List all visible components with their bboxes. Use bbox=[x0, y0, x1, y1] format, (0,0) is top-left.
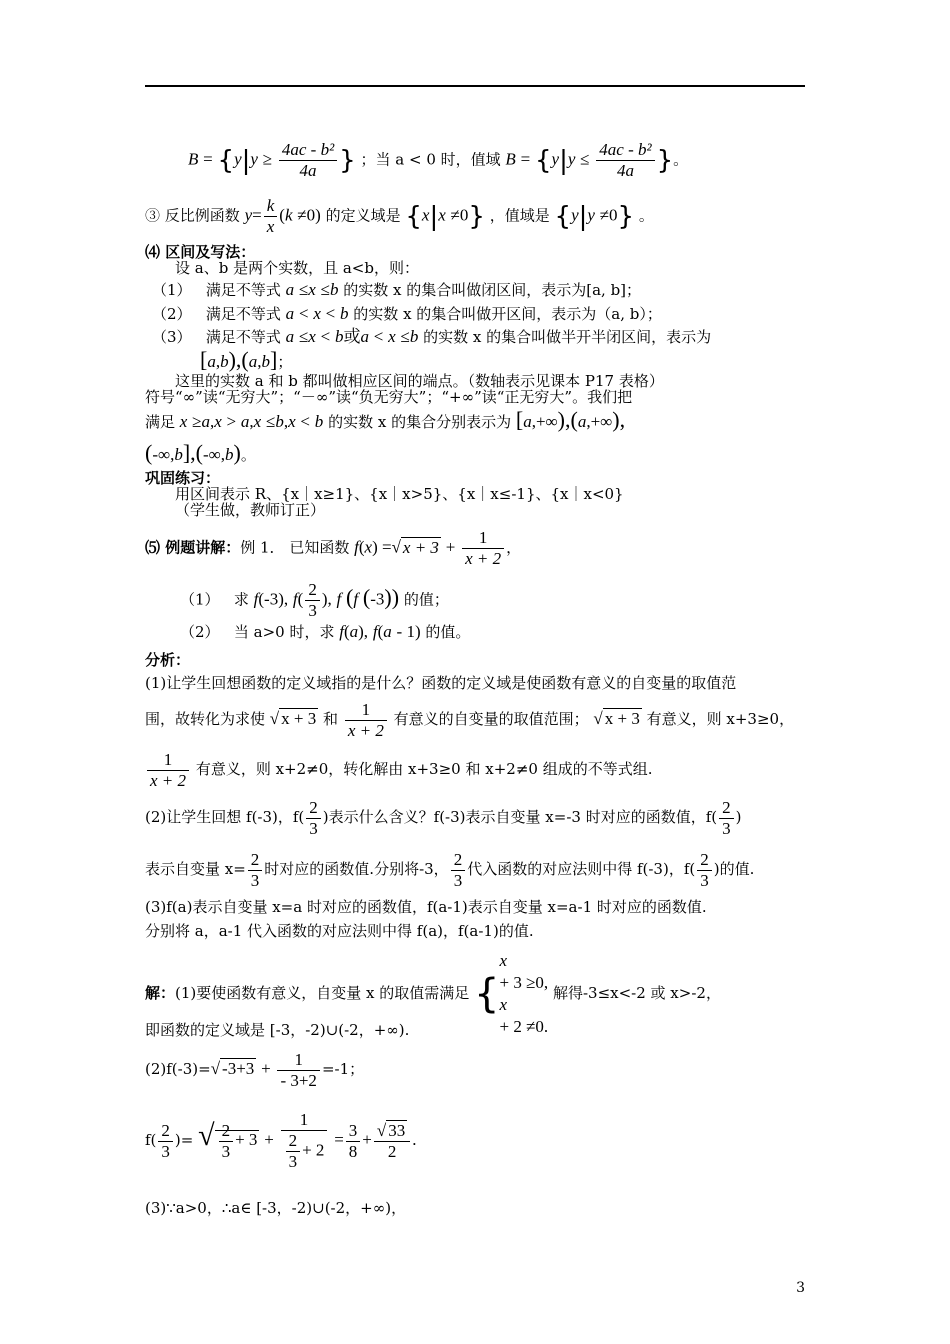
sets-line: 满足 x ≥a,x > a,x ≤b,x < b 的实数 x 的集合分别表示为 [a,+∞),(a,+∞), bbox=[145, 407, 626, 432]
solution-1: 解：(1)要使函数有意义，自变量 x 的取值需满足 { x + 3 ≥0, x + 2 ≠0. 解得-3≤x<-2 或 x>-2， bbox=[145, 951, 721, 1036]
header-rule bbox=[145, 85, 805, 87]
solution-2: (2)f(-3)=√ -3+3 + $\frac{1}{- 3+2}$ =-1； bbox=[145, 1049, 365, 1090]
half-open-intervals: [a,b),(a,b]； bbox=[200, 347, 293, 372]
endpoint-note: 这里的实数 a 和 b 都叫做相应区间的端点。（数轴表示见课本 P17 表格） bbox=[175, 372, 664, 390]
question-1: （1） 求 f(-3), f( $\frac{2}{3}$ ), f (f (-3)) 的值； bbox=[180, 580, 449, 620]
analysis-p2a: (2)让学生回想 f(-3)，f( $\frac{2}{3}$ )表示什么含义？f(-3)表示自变量 x=-3 时对应的函数值，f( $\frac{2}{3}$ ) bbox=[145, 797, 742, 838]
practice-text: 用区间表示 R、{x｜x≥1}、{x｜x>5}、{x｜x≤-1}、{x｜x<0} bbox=[175, 485, 624, 503]
interval-item-1: （1） 满足不等式 a ≤x ≤b 的实数 x 的集合叫做闭区间，表示为[a, b]； bbox=[152, 280, 642, 299]
page-number: 3 bbox=[796, 1280, 805, 1296]
analysis-heading: 分析： bbox=[145, 651, 191, 669]
section4-heading: ⑷ 区间及写法： bbox=[145, 243, 256, 261]
interval-item-3: （3） 满足不等式 a ≤x < b或a < x ≤b 的实数 x 的集合叫做半开半闭区间，表示为 bbox=[152, 327, 712, 346]
analysis-p3b: 分别将 a，a-1 代入函数的对应法则中得 f(a)，f(a-1)的值. bbox=[145, 922, 534, 940]
sets-line-2: (-∞,b],(-∞,b)。 bbox=[145, 440, 256, 465]
analysis-p1c: $\frac{1}{x + 2}$ 有意义，则 x+2≠0，转化解由 x+3≥0 和 x+2≠0 组成的不等式组. bbox=[145, 748, 652, 791]
solution-domain: 即函数的定义域是 [-3，-2)∪(-2，+∞). bbox=[145, 1021, 410, 1039]
example-line: ⑸ 例题讲解：例 1． 已知函数 f(x) =√ x + 3 + $\frac{1}{x + 2}$ ， bbox=[145, 528, 522, 568]
practice-heading: 巩固练习： bbox=[145, 469, 221, 487]
question-2: （2） 当 a>0 时，求 f(a), f(a - 1) 的值。 bbox=[180, 622, 471, 641]
inverse-proportion-line: ③ 反比例函数 y= $\frac{k}{x}$ (k ≠0) 的定义域是 {x|x ≠0} ，值域是 {y|y ≠0} 。 bbox=[145, 196, 654, 236]
range-line: B = {y|y ≥ $\frac{\text{4ac - b²}}{4a}$ } ；当 a < 0 时，值域 B = {y|y ≤ $\frac{\text{4ac - b²}}{4a}$ }。 bbox=[188, 140, 689, 180]
solution-4: (3)∵a>0，∴a∈ [-3，-2)∪(-2，+∞)， bbox=[145, 1199, 407, 1217]
analysis-p1b: 围，故转化为求使 √ x + 3 和 $\frac{1}{x + 2}$ 有意义的自变量的取值范围； √ x + 3 有意义，则 x+3≥0， bbox=[145, 699, 795, 740]
infinity-note: 符号“∞”读“无穷大”；“－∞”读“负无穷大”；“+∞”读“正无穷大”。我们把 bbox=[145, 388, 633, 406]
analysis-p1a: (1)让学生回想函数的定义域指的是什么？函数的定义域是使函数有意义的自变量的取值范 bbox=[145, 674, 737, 692]
analysis-p3a: (3)f(a)表示自变量 x=a 时对应的函数值，f(a-1)表示自变量 x=a-1 时对应的函数值. bbox=[145, 898, 707, 916]
analysis-p2b: 表示自变量 x= $\frac{2}{3}$ 时对应的函数值.分别将-3， $\frac{2}{3}$ 代入函数的对应法则中得 f(-3)，f( $\frac{2}{3}$ )的值. bbox=[145, 849, 755, 890]
practice-note: （学生做，教师订正） bbox=[175, 501, 326, 519]
section4-intro: 设 a、b 是两个实数，且 a<b，则： bbox=[175, 259, 419, 277]
solution-3: f( $\frac{2}{3}$ )= √ $\frac{2}{3}$ + 3 + 1 $\frac{2}{3}$ + 2 = $\frac{3}{8}$ + $\frac{√ 33}{2}$ . bbox=[145, 1110, 417, 1171]
interval-item-2: （2） 满足不等式 a < x < b 的实数 x 的集合叫做开区间，表示为（a, b）； bbox=[152, 304, 662, 323]
